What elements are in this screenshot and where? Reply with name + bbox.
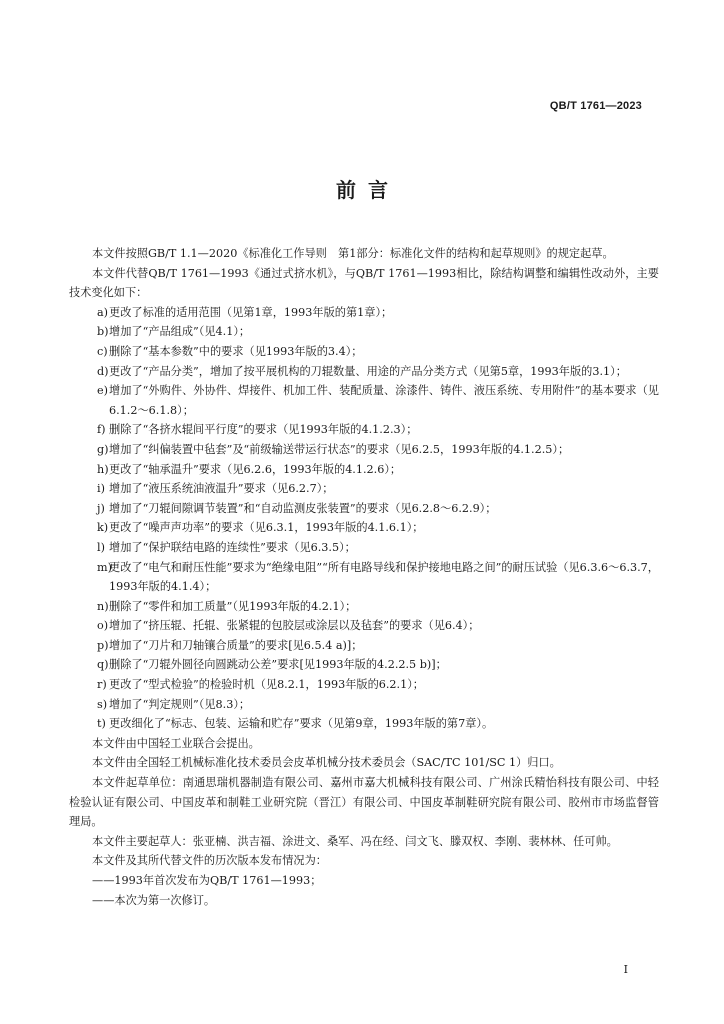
list-item-text: 更改了“型式检验”的检验时机（见8.2.1，1993年版的6.2.1）； (109, 678, 424, 692)
list-item-label: i) (97, 482, 105, 496)
list-item (69, 538, 659, 558)
list-item-text: 增加了“产品组成”（见4.1）； (109, 325, 251, 339)
document-body (69, 244, 659, 910)
list-item (69, 440, 659, 460)
list-item-label: c) (97, 344, 108, 358)
list-item-text: 增加了“刀辊间隙调节装置”和“自动监测皮张装置”的要求（见6.2.8～6.2.9）； (109, 501, 497, 515)
list-item-text: 删除了“各挤水辊间平行度”的要求（见1993年版的4.1.2.3）； (109, 423, 418, 437)
list-item-label: b) (97, 325, 109, 339)
list-item-label: f) (97, 423, 106, 437)
jurisdiction-paragraph: 本文件由全国轻工机械标准化技术委员会皮革机械分技术委员会（SAC/TC 101/SC 1）归口。 (92, 756, 561, 770)
list-item-label: e) (97, 384, 108, 398)
list-item-text: 删除了“刀辊外圆径向圆跳动公差”要求[见1993年版的4.2.2.5 b)]； (109, 658, 447, 672)
list-item-label: m) (97, 560, 112, 574)
list-item (69, 558, 659, 597)
drafters-paragraph: 本文件主要起草人：张亚楠、洪吉福、涂进文、桑军、冯在经、闫文飞、滕双权、李刚、裴林林、任可帅。 (92, 834, 618, 848)
history-item: ——本次为第一次修订。 (92, 893, 216, 907)
list-item-text: 增加了“保护联结电路的连续性”要求（见6.3.5）； (109, 540, 356, 554)
list-item-text: 增加了“液压系统油液温升”要求（见6.2.7）； (109, 482, 334, 496)
history-item: ——1993年首次发布为QB/T 1761—1993； (92, 874, 322, 887)
list-item-text: 更改了“噪声声功率”的要求（见6.3.1，1993年版的4.1.6.1）； (109, 521, 424, 535)
list-item (69, 675, 659, 695)
drafting-units-paragraph: 本文件起草单位：南通思瑞机器制造有限公司、嘉州市嘉大机械科技有限公司、广州涂氏精怡科技有限公司、中轻检验认证有限公司、中国皮革和制鞋工业研究院（晋江）有限公司、中国皮革制鞋研究院有限公司、胶州市市场监督管理局。 (69, 776, 659, 829)
list-item-label: k) (97, 521, 109, 535)
list-item (69, 362, 659, 382)
list-item-text: 增加了“刀片和刀轴镶合质量”的要求[见6.5.4 a)]； (109, 638, 363, 652)
list-item (69, 714, 659, 734)
list-item-label: g) (97, 442, 109, 456)
list-item-text: 删除了“基本参数”中的要求（见1993年版的3.4）； (109, 344, 363, 358)
list-item-label: d) (97, 364, 109, 378)
standard-code: QB/T 1761—2023 (549, 100, 642, 112)
list-item (69, 518, 659, 538)
list-item (69, 636, 659, 656)
list-item-text: 增加了“挤压辊、托辊、张紧辊的包胶层或涂层以及毡套”的要求（见6.4）； (109, 619, 480, 633)
list-item (69, 499, 659, 519)
list-item (69, 460, 659, 480)
list-item (69, 342, 659, 362)
list-item-text: 更改了“电气和耐压性能”要求为“绝缘电阻”“所有电路导线和保护接地电路之间”的耐压试验（见6.3.6～6.3.7，1993年版的4.1.4）； (109, 560, 659, 594)
changes-list (69, 303, 659, 734)
list-item-label: p) (97, 638, 109, 652)
list-item-text: 删除了“零件和加工质量”（见1993年版的4.2.1）； (109, 599, 357, 613)
page-number: I (623, 963, 628, 976)
list-item-label: t) (97, 717, 106, 731)
list-item-label: n) (97, 599, 109, 613)
list-item (69, 616, 659, 636)
list-item-label: h) (97, 462, 109, 476)
list-item-text: 更改了“轴承温升”要求（见6.2.6，1993年版的4.1.2.6）； (109, 462, 402, 476)
list-item-label: a) (97, 305, 109, 319)
list-item-label: l) (97, 540, 105, 554)
proposer-paragraph: 本文件由中国轻工业联合会提出。 (92, 736, 260, 750)
list-item-text: 更改了“产品分类”，增加了按平展机构的刀辊数量、用途的产品分类方式（见第5章，1993年版的3.1）； (109, 364, 627, 378)
list-item (69, 420, 659, 440)
list-item (69, 597, 659, 617)
list-item-label: o) (97, 619, 109, 633)
list-item-text: 增加了“判定规则”（见8.3）； (109, 697, 251, 711)
list-item (69, 381, 659, 420)
list-item (69, 655, 659, 675)
intro-paragraph: 本文件按照GB/T 1.1—2020《标准化工作导则 第1部分：标准化文件的结构和起草规则》的规定起草。 (92, 247, 614, 260)
list-item-label: q) (97, 658, 109, 672)
list-item-text: 增加了“纠偏装置中毡套”及“前级输送带运行状态”的要求（见6.2.5，1993年版的4.1.2.5）； (109, 442, 570, 456)
list-item-text: 更改了标准的适用范围（见第1章，1993年版的第1章）； (109, 305, 393, 319)
list-item-text: 增加了“外购件、外协件、焊接件、机加工件、装配质量、涂漆件、铸件、液压系统、专用附件”的基本要求（见6.1.2～6.1.8）； (109, 384, 659, 417)
list-item (69, 303, 659, 323)
list-item-label: r) (97, 678, 107, 692)
list-item (69, 322, 659, 342)
list-item-label: s) (97, 697, 108, 711)
page-title: 前言 (336, 178, 400, 202)
intro-paragraph: 本文件代替QB/T 1761—1993《通过式挤水机》，与QB/T 1761—1993相比，除结构调整和编辑性改动外，主要技术变化如下： (69, 266, 659, 300)
list-item-label: j) (97, 501, 105, 515)
list-item (69, 695, 659, 715)
list-item-text: 更改细化了“标志、包装、运输和贮存”要求（见第9章，1993年版的第7章）。 (109, 717, 494, 731)
history-intro-paragraph: 本文件及其所代替文件的历次版本发布情况为： (92, 854, 327, 868)
list-item (69, 479, 659, 499)
